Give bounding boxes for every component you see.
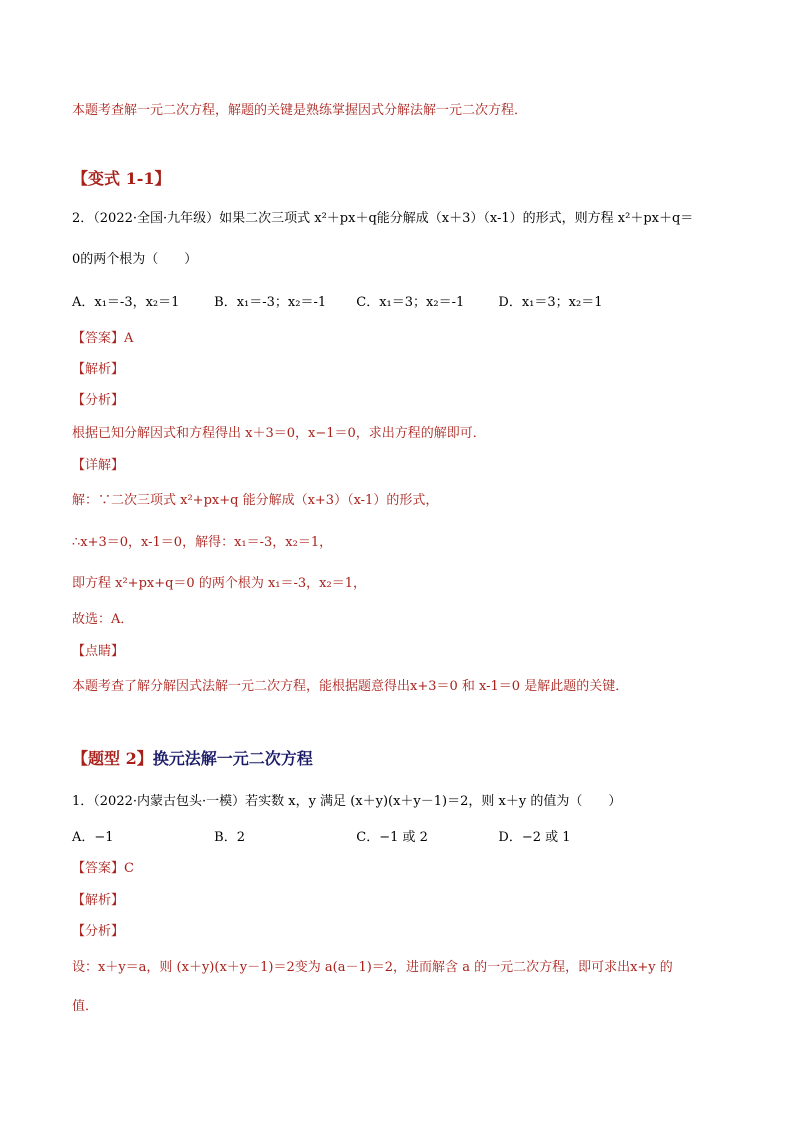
variant-answer [72,330,133,348]
variant-fenxi-text: 根据已知分解因式和方程得出 x＋3＝0，x−1＝0，求出方程的解即可． [72,426,486,441]
type2-heading [72,750,313,768]
variant-options [72,294,602,312]
option-b: B．x₁＝-3；x₂＝-1 [214,295,327,310]
detail-line-3: 即方程 x²+px+q＝0 的两个根为 x₁＝-3，x₂＝1， [72,576,366,591]
type2-answer-label: 【答案】 [72,861,125,876]
detail-line-2: ∴x+3＝0，x-1＝0，解得：x₁＝-3，x₂＝1， [72,535,333,550]
variant-detail-label: 【详解】 [72,458,125,473]
type2-answer-value: C [124,861,134,876]
option-a: A．x₁＝-3，x₂＝1 [72,295,180,310]
type2-option-c: C．−1 或 2 [356,830,428,845]
type2-option-d: D．−2 或 1 [498,830,571,845]
type2-answer [72,860,134,878]
type2-heading-bracket: 【题型 2】 [72,749,153,768]
type2-heading-title: 换元法解一元二次方程 [152,749,313,768]
variant-comment-label: 【点睛】 [72,644,125,659]
option-d: D．x₁＝3；x₂＝1 [498,295,603,310]
variant-question-line1: 2．（2022·全国·九年级）如果二次三项式 x²＋px＋q能分解成（x＋3）（x-1）的形式，则方程 x²＋px＋q＝ [72,211,694,226]
detail-line-4: 故选：A． [72,612,134,627]
variant-heading [72,170,170,188]
type2-options [72,829,571,847]
type2-fenxi-line2: 值． [72,999,99,1014]
type2-fenxi-line1: 设：x＋y＝a，则 (x＋y)(x＋y－1)＝2变为 a(a－1)＝2，进而解含 a 的一元二次方程，即可求出x+y 的 [72,960,673,975]
variant-analysis-label: 【解析】 [72,362,125,377]
answer-value: A [124,331,134,346]
type2-fenxi-label: 【分析】 [72,924,125,939]
variant-question-line2: 0的两个根为（ ） [72,252,198,267]
type2-question: 1．（2022·内蒙古包头·一模）若实数 x，y 满足 (x＋y)(x＋y－1)＝2，则 x＋y 的值为（ ） [72,794,622,809]
detail-line-1: 解：∵二次三项式 x²+px+q 能分解成（x+3）（x-1）的形式， [72,493,439,508]
variant-fenxi-label: 【分析】 [72,393,125,408]
type2-analysis-label: 【解析】 [72,893,125,908]
variant-heading-label: 【变式 1-1】 [72,169,171,188]
type2-option-b: B．2 [214,830,245,845]
option-c: C．x₁＝3；x₂＝-1 [356,295,465,310]
variant-comment-text: 本题考查了解分解因式法解一元二次方程，能根据题意得出x+3＝0 和 x-1＝0 是解此题的关键． [72,679,629,694]
answer-label: 【答案】 [72,331,125,346]
previous-conclusion: 本题考查解一元二次方程，解题的关键是熟练掌握因式分解法解一元二次方程． [72,103,528,118]
type2-option-a: A．−1 [72,830,114,845]
